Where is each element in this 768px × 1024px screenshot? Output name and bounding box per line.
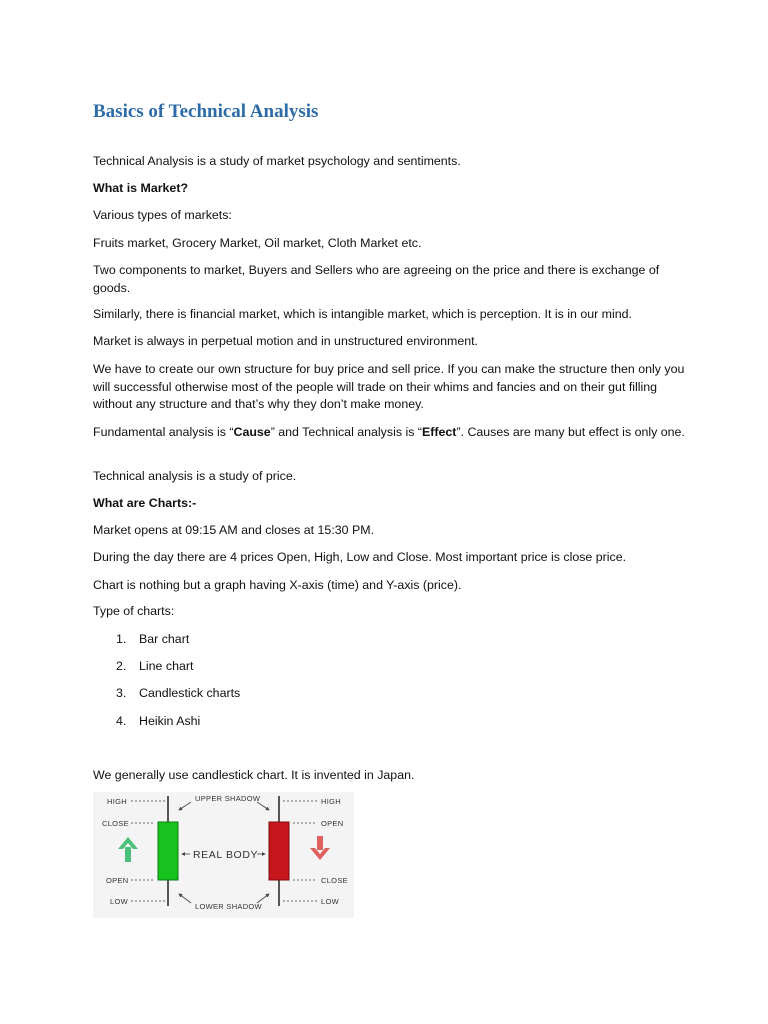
bear-candle-body <box>269 822 289 880</box>
left-low-label: LOW <box>110 897 128 906</box>
market-hours-paragraph: Market opens at 09:15 AM and closes at 15:30 PM. <box>93 523 375 537</box>
right-open-label: OPEN <box>321 819 344 828</box>
heading-what-is-market: What is Market? <box>93 181 189 195</box>
upper-shadow-arrow-left <box>179 802 191 810</box>
markets-types-paragraph: Various types of markets: <box>93 208 232 222</box>
list-item: 2. Line chart <box>116 659 194 673</box>
heading-what-are-charts: What are Charts:- <box>93 496 197 510</box>
candlestick-diagram <box>93 792 354 918</box>
perpetual-motion-paragraph: Market is always in perpetual motion and in unstructured environment. <box>93 334 478 348</box>
structure-paragraph: We have to create our own structure for buy price and sell price. If you can make the structure then only you will successful otherwise most of the people will trade on their whims and fancies and on their gut filling without any structure and that’s why they don’t make money. <box>93 362 685 411</box>
up-arrow-icon <box>118 837 138 862</box>
right-close-label: CLOSE <box>321 876 348 885</box>
left-open-label: OPEN <box>106 876 129 885</box>
bull-candle-body <box>158 822 178 880</box>
chart-types-heading: Type of charts: <box>93 604 175 618</box>
lower-shadow-label: LOWER SHADOW <box>195 902 262 911</box>
upper-shadow-arrow-right <box>257 802 269 810</box>
real-body-label: REAL BODY <box>193 849 259 861</box>
study-of-price-paragraph: Technical analysis is a study of price. <box>93 469 297 483</box>
intro-paragraph: Technical Analysis is a study of market psychology and sentiments. <box>93 154 461 168</box>
candlestick-diagram-svg <box>93 792 354 918</box>
left-high-label: HIGH <box>107 797 127 806</box>
right-low-label: LOW <box>321 897 339 906</box>
list-item: 4. Heikin Ashi <box>116 714 201 728</box>
lower-shadow-arrow-left <box>179 894 191 903</box>
candlestick-origin-paragraph: We generally use candlestick chart. It is invented in Japan. <box>93 768 415 782</box>
cause-effect-paragraph: Fundamental analysis is “Cause” and Technical analysis is “Effect”. Causes are many but effect is only one. <box>93 425 685 439</box>
markets-examples-paragraph: Fruits market, Grocery Market, Oil market, Cloth Market etc. <box>93 236 422 250</box>
lower-shadow-arrow-right <box>257 894 269 903</box>
chart-axes-paragraph: Chart is nothing but a graph having X-axis (time) and Y-axis (price). <box>93 578 462 592</box>
upper-shadow-label: UPPER SHADOW <box>195 794 261 803</box>
down-arrow-icon <box>310 836 330 860</box>
list-item: 3. Candlestick charts <box>116 686 241 700</box>
four-prices-paragraph: During the day there are 4 prices Open, High, Low and Close. Most important price is close price. <box>93 550 627 564</box>
financial-market-paragraph: Similarly, there is financial market, which is intangible market, which is perception. It is in our mind. <box>93 307 632 321</box>
right-high-label: HIGH <box>321 797 341 806</box>
market-components-paragraph: Two components to market, Buyers and Sellers who are agreeing on the price and there is exchange of goods. <box>93 263 660 295</box>
left-close-label: CLOSE <box>102 819 129 828</box>
document-title: Basics of Technical Analysis <box>93 101 319 122</box>
list-item: 1. Bar chart <box>116 632 190 646</box>
